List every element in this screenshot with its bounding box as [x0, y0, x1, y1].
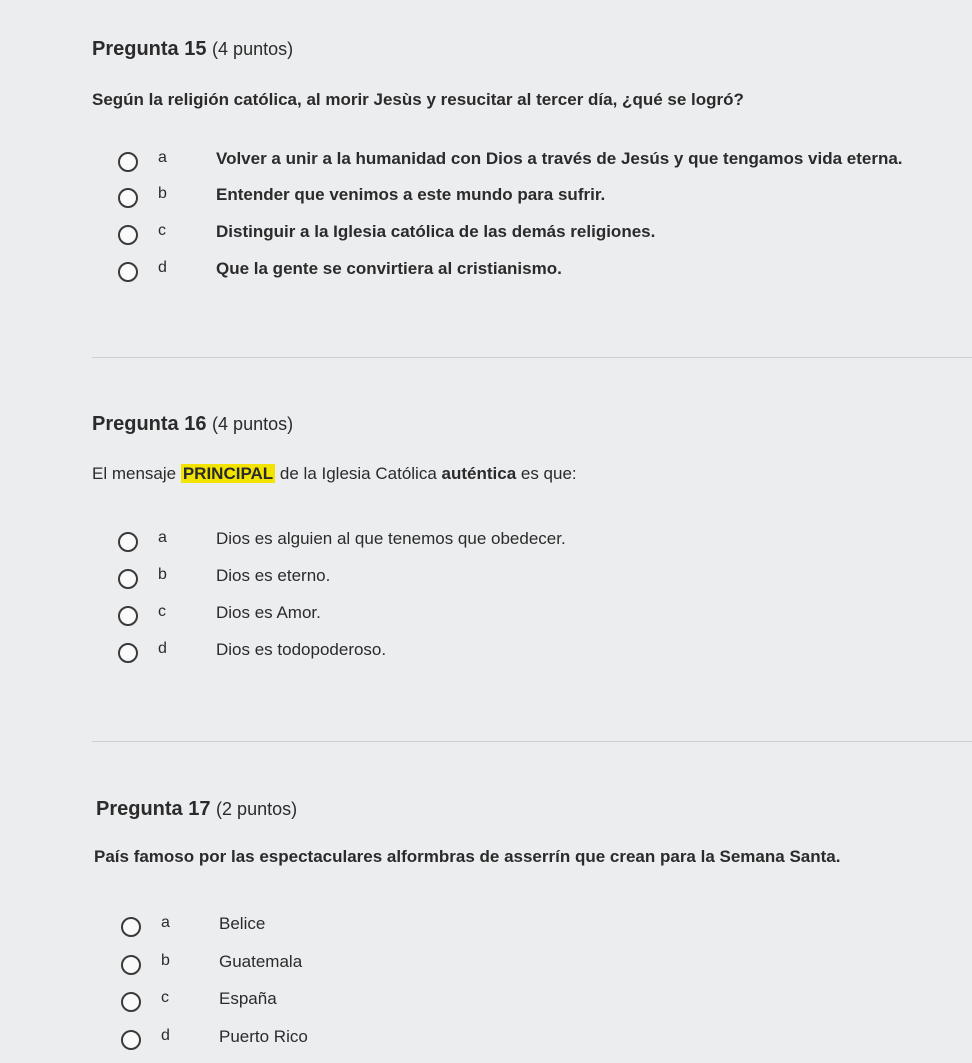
- question-number: Pregunta 15: [92, 38, 207, 60]
- option-letter: b: [161, 952, 170, 969]
- question-17-title: [96, 798, 297, 821]
- bold-word: auténtica: [441, 464, 517, 483]
- option-text: Entender que venimos a este mundo para sufrir.: [216, 185, 606, 204]
- radio-button[interactable]: [118, 262, 138, 282]
- option-text: Dios es alguien al que tenemos que obedecer.: [216, 529, 566, 548]
- highlighted-word: PRINCIPAL: [182, 464, 274, 483]
- question-points: (4 puntos): [212, 414, 294, 434]
- question-divider: [92, 741, 972, 742]
- question-15-text: Según la religión católica, al morir Jesùs y resucitar al tercer día, ¿qué se logró?: [92, 90, 744, 109]
- question-16-title: [92, 413, 293, 436]
- option-text: España: [219, 989, 277, 1008]
- question-text-part: es que:: [516, 464, 577, 483]
- radio-button[interactable]: [118, 532, 138, 552]
- option-text: Dios es eterno.: [216, 566, 331, 585]
- option-letter: d: [158, 640, 167, 657]
- radio-button[interactable]: [121, 1030, 141, 1050]
- option-text: Distinguir a la Iglesia católica de las demás religiones.: [216, 222, 656, 241]
- option-letter: b: [158, 185, 167, 202]
- option-text: Que la gente se convirtiera al cristianismo.: [216, 259, 562, 278]
- radio-button[interactable]: [118, 225, 138, 245]
- option-text: Puerto Rico: [219, 1027, 308, 1046]
- question-text-part: de la Iglesia Católica: [275, 464, 442, 483]
- radio-button[interactable]: [121, 992, 141, 1012]
- question-points: (4 puntos): [212, 39, 294, 59]
- option-text: Volver a unir a la humanidad con Dios a través de Jesús y que tengamos vida eterna.: [216, 149, 903, 168]
- option-letter: a: [158, 149, 167, 166]
- option-letter: c: [158, 222, 166, 239]
- option-text: Dios es todopoderoso.: [216, 640, 387, 659]
- radio-button[interactable]: [118, 606, 138, 626]
- question-text-part: El mensaje: [92, 464, 181, 483]
- option-letter: b: [158, 566, 167, 583]
- option-letter: c: [161, 989, 169, 1006]
- radio-button[interactable]: [118, 569, 138, 589]
- question-17-text: País famoso por las espectaculares alformbras de asserrín que crean para la Semana Santa.: [94, 847, 841, 866]
- radio-button[interactable]: [121, 955, 141, 975]
- question-points: (2 puntos): [216, 799, 298, 819]
- question-16-text: [92, 464, 577, 484]
- option-text: Belice: [219, 914, 266, 933]
- option-letter: d: [161, 1027, 170, 1044]
- question-divider: [92, 357, 972, 358]
- radio-button[interactable]: [118, 188, 138, 208]
- radio-button[interactable]: [118, 643, 138, 663]
- option-letter: a: [158, 529, 167, 546]
- question-number: Pregunta 17: [96, 798, 211, 820]
- option-letter: a: [161, 914, 170, 931]
- radio-button[interactable]: [121, 917, 141, 937]
- radio-button[interactable]: [118, 152, 138, 172]
- question-number: Pregunta 16: [92, 413, 207, 435]
- option-letter: d: [158, 259, 167, 276]
- question-15-title: [92, 38, 293, 61]
- option-text: Guatemala: [219, 952, 303, 971]
- option-text: Dios es Amor.: [216, 603, 321, 622]
- option-letter: c: [158, 603, 166, 620]
